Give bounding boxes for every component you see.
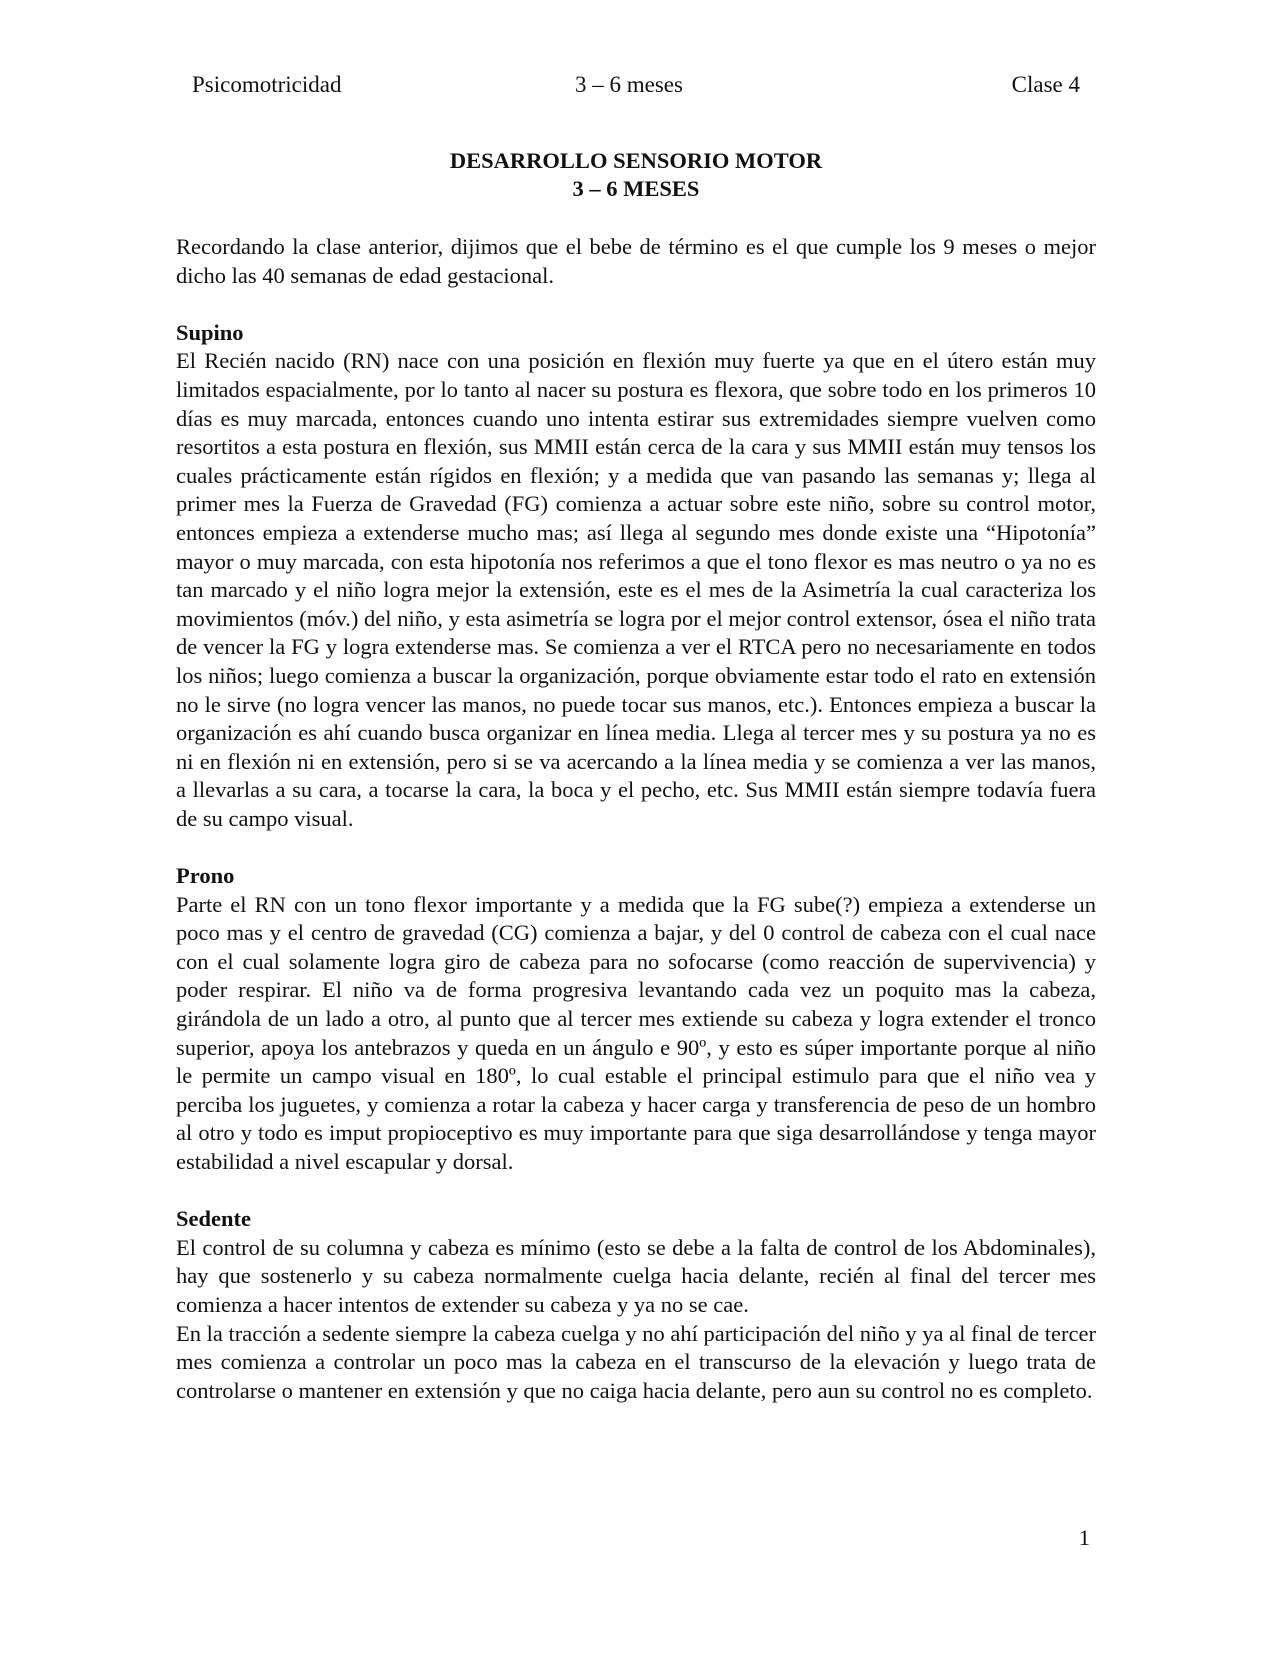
title-line-1: DESARROLLO SENSORIO MOTOR xyxy=(449,148,823,173)
prono-paragraph: Parte el RN con un tono flexor importante y a medida que la FG sube(?) empieza a extenderse un poco mas y el centro de gravedad (CG) comienza a bajar, y del 0 control de cabeza con el cual nace con el cual solamente logra giro de cabeza para no sofocarse (como reacción de supervivencia) y poder respirar. El niño va de forma progresiva levantando cada vez un poquito mas la cabeza, girándola de un lado a otro, al punto que al tercer mes extiende su cabeza y logra extender el tronco superior, apoya los antebrazos y queda en un ángulo e 90º, y esto es súper importante porque al niño le permite un campo visual en 180º, lo cual estable el principal estimulo para que el niño vea y perciba los juguetes, y comienza a rotar la cabeza y hacer carga y transferencia de peso de un hombro al otro y todo es imput propioceptivo es muy importante para que siga desarrollándose y tenga mayor estabilidad a nivel escapular y dorsal. xyxy=(176,891,1096,1174)
spacer xyxy=(176,290,1096,319)
sedente-paragraph-2: En la tracción a sedente siempre la cabeza cuelga y no ahí participación del niño y ya al final de tercer mes comienza a controlar un poco mas la cabeza en el transcurso de la elevación y luego trata de controlarse o mantener en extensión y que no caiga hacia delante, pero aun su control no es completo. xyxy=(176,1320,1096,1403)
header-subject: Psicomotricidad xyxy=(192,72,342,97)
spacer xyxy=(176,833,1096,862)
section-title-prono: Prono xyxy=(176,863,235,889)
page-number: 1 xyxy=(1078,1525,1090,1550)
intro-paragraph: Recordando la clase anterior, dijimos que el bebe de término es el que cumple los 9 meses o mejor dicho las 40 semanas de edad gestacional. xyxy=(176,234,1096,288)
section-title-sedente: Sedente xyxy=(176,1206,251,1232)
document-title xyxy=(176,147,1096,203)
document-body xyxy=(176,233,1096,1405)
supino-paragraph: El Recién nacido (RN) nace con una posición en flexión muy fuerte ya que en el útero están muy limitados espacialmente, por lo tanto al nacer su postura es flexora, que sobre todo en los primeros 10 días es muy marcada, entonces cuando uno intenta estirar sus extremidades siempre vuelven como resortitos a esta postura en flexión, sus MMII están cerca de la cara y sus MMII están muy tensos los cuales prácticamente están rígidos en flexión; y a medida que van pasando las semanas y; llega al primer mes la Fuerza de Gravedad (FG) comienza a actuar sobre este niño, sobre su control motor, entonces empieza a extenderse mucho mas; así llega al segundo mes donde existe una “Hipotonía” mayor o muy marcada, con esta hipotonía nos referimos a que el tono flexor es mas neutro o ya no es tan marcado y el niño logra mejor la extensión, este es el mes de la Asimetría la cual caracteriza los movimientos (móv.) del niño, y esta asimetría se logra por el mejor control extensor, ósea el niño trata de vencer la FG y logra extenderse mas. Se comienza a ver el RTCA pero no necesariamente en todos los niños; luego comienza a buscar la organización, porque obviamente estar todo el rato en extensión no le sirve (no logra vencer las manos, no puede tocar sus manos, etc.). Entonces empieza a buscar la organización es ahí cuando busca organizar en línea media. Llega al tercer mes y su postura ya no es ni en flexión ni en extensión, pero si se va acercando a la línea media y se comienza a ver las manos, a llevarlas a su cara, a tocarse la cara, la boca y el pecho, etc. Sus MMII están siempre todavía fuera de su campo visual. xyxy=(176,348,1096,831)
sedente-paragraph-1: El control de su columna y cabeza es mínimo (esto se debe a la falta de control de los Abdominales), hay que sostenerlo y su cabeza normalmente cuelga hacia delante, recién al final del tercer mes comienza a hacer intentos de extender su cabeza y ya no se cae. xyxy=(176,1234,1096,1317)
page-header xyxy=(192,72,1080,102)
section-title-supino: Supino xyxy=(176,319,244,345)
title-line-2: 3 – 6 MESES xyxy=(572,176,700,201)
header-class-number: Clase 4 xyxy=(1011,72,1080,97)
spacer xyxy=(176,1177,1096,1206)
header-age-range: 3 – 6 meses xyxy=(575,72,683,97)
